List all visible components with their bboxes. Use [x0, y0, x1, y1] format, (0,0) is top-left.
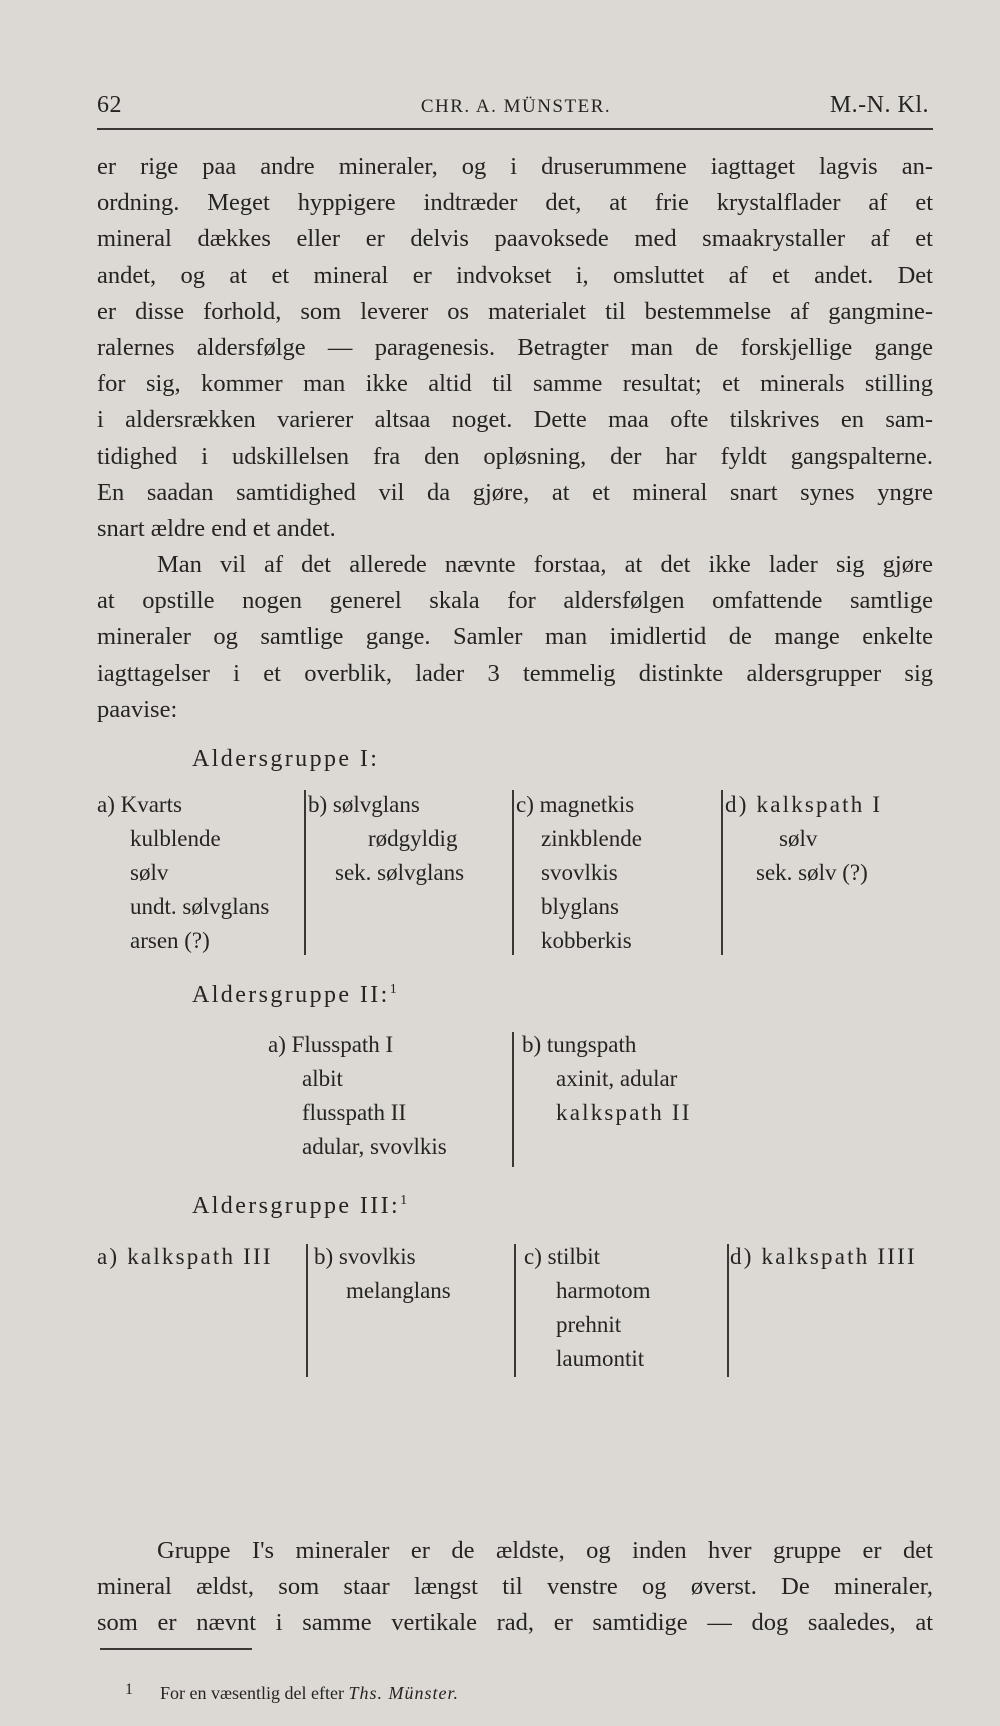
- column-divider: [727, 1244, 729, 1377]
- group-2-col-b-item: axinit, adular: [556, 1066, 678, 1091]
- group-2-col-a-item: flusspath II: [302, 1100, 407, 1125]
- text-line: snart ældre end et andet.: [97, 515, 336, 543]
- text-line: mineral dækkes eller er delvis paavoksede med smaakrystaller af et: [97, 225, 933, 253]
- group-3-col-d-item: d) kalkspath IIII: [730, 1244, 917, 1269]
- group-2-col-b-item: b) tungspath: [522, 1032, 637, 1057]
- group-1-col-b-item: b) sølvglans: [308, 792, 420, 817]
- group-1-col-b-item: sek. sølvglans: [335, 860, 465, 885]
- group-1-col-c-item: svovlkis: [541, 860, 618, 885]
- group-3-col-c-item: c) stilbit: [524, 1244, 601, 1269]
- header-author: CHR. A. MÜNSTER.: [420, 96, 612, 117]
- text-line: paavise:: [97, 695, 178, 723]
- footnote-mark: 1: [125, 1681, 133, 1698]
- text-line: Man vil af det allerede nævnte forstaa, at det ikke lader sig gjøre: [157, 551, 933, 578]
- paragraph-2: [97, 547, 933, 728]
- group-1-col-c-item: blyglans: [541, 894, 619, 919]
- group-1-col-c-item: kobberkis: [541, 928, 632, 953]
- group-1-col-a-item: arsen (?): [130, 928, 210, 953]
- running-header: [97, 84, 935, 124]
- group-1-title: Aldersgruppe I:: [192, 746, 380, 772]
- text-line: tidighed i udskillelsen fra den opløsning, der har fyldt gangspalterne.: [97, 442, 933, 470]
- header-rule: [97, 128, 933, 130]
- group-1-col-a-item: sølv: [130, 860, 169, 885]
- column-divider: [721, 790, 723, 955]
- text-line: andet, og at et mineral er indvokset i, omsluttet af et andet. Det: [97, 261, 933, 289]
- text-line: er rige paa andre mineraler, og i druserummene iagttaget lagvis an-: [97, 153, 933, 180]
- group-1-col-c-item: c) magnetkis: [516, 792, 635, 817]
- footnote-reference: 1: [400, 1193, 408, 1208]
- footnote-reference: 1: [389, 982, 397, 997]
- text-line: ordning. Meget hyppigere indtræder det, at frie krystalflader af et: [97, 189, 933, 217]
- group-1-col-d-item: sek. sølv (?): [756, 860, 868, 885]
- group-1-col-b-item: rødgyldig: [368, 826, 458, 851]
- group-3-col-b-item: b) svovlkis: [314, 1244, 416, 1269]
- column-divider: [514, 1244, 516, 1377]
- group-3-col-a-item: a) kalkspath III: [97, 1244, 273, 1269]
- group-3-col-c-item: prehnit: [556, 1312, 622, 1337]
- text-line: ralernes aldersfølge — paragenesis. Betragter man de forskjellige gange: [97, 334, 933, 362]
- group-1-col-c-item: zinkblende: [541, 826, 642, 851]
- paragraph-3: [97, 1533, 933, 1642]
- column-divider: [512, 790, 514, 955]
- header-section: M.-N. Kl.: [829, 92, 929, 118]
- text-line: mineraler og samtlige gange. Samler man imidlertid de mange enkelte: [97, 623, 933, 651]
- group-1-col-d-item: sølv: [779, 826, 818, 851]
- text-line: iagttagelser i et overblik, lader 3 temmelig distinkte aldersgrupper sig: [97, 659, 933, 687]
- page-number: 62: [97, 92, 122, 118]
- column-divider: [304, 790, 306, 955]
- paragraph-1: [97, 149, 933, 547]
- text-line: er disse forhold, som leverer os materialet til bestemmelse af gangmine-: [97, 297, 933, 325]
- column-divider: [306, 1244, 308, 1377]
- text-line: Gruppe I's mineraler er de ældste, og inden hver gruppe er det: [157, 1537, 933, 1564]
- group-2-col-a-item: a) Flusspath I: [268, 1032, 394, 1057]
- footnote-italic-name: Ths. Münster.: [348, 1683, 459, 1703]
- group-1-col-d-item: d) kalkspath I: [725, 792, 883, 817]
- footnote-rule: [100, 1648, 252, 1650]
- text-line: i aldersrækken varierer altsaa noget. Dette maa ofte tilskrives en sam-: [97, 406, 933, 434]
- text-line: mineral ældst, som staar længst til venstre og øverst. De mineraler,: [97, 1573, 933, 1601]
- group-2-title: Aldersgruppe II:$^1$: [192, 982, 397, 1008]
- group-2-col-a-item: albit: [302, 1066, 343, 1091]
- group-1-col-a-item: undt. sølvglans: [130, 894, 270, 919]
- group-1-col-a-item: a) Kvarts: [97, 792, 182, 817]
- group-3-title: Aldersgruppe III:$^1$: [192, 1193, 408, 1219]
- group-3-col-c-item: laumontit: [556, 1346, 645, 1371]
- group-1-col-a-item: kulblende: [130, 826, 221, 851]
- text-line: En saadan samtidighed vil da gjøre, at et mineral snart synes yngre: [97, 478, 933, 506]
- group-2-col-a-item: adular, svovlkis: [302, 1134, 447, 1159]
- text-line: at opstille nogen generel skala for aldersfølgen omfattende samtlige: [97, 587, 933, 615]
- group-2-col-b-item: kalkspath II: [556, 1100, 692, 1125]
- column-divider: [512, 1032, 514, 1167]
- text-line: for sig, kommer man ikke altid til samme resultat; et minerals stilling: [97, 370, 933, 398]
- text-line: som er nævnt i samme vertikale rad, er samtidige — dog saaledes, at: [97, 1609, 933, 1637]
- group-3-col-c-item: harmotom: [556, 1278, 651, 1303]
- group-3-col-b-item: melanglans: [346, 1278, 451, 1303]
- footnote-text: For en væsentlig del efter Ths. Münster.: [160, 1683, 459, 1703]
